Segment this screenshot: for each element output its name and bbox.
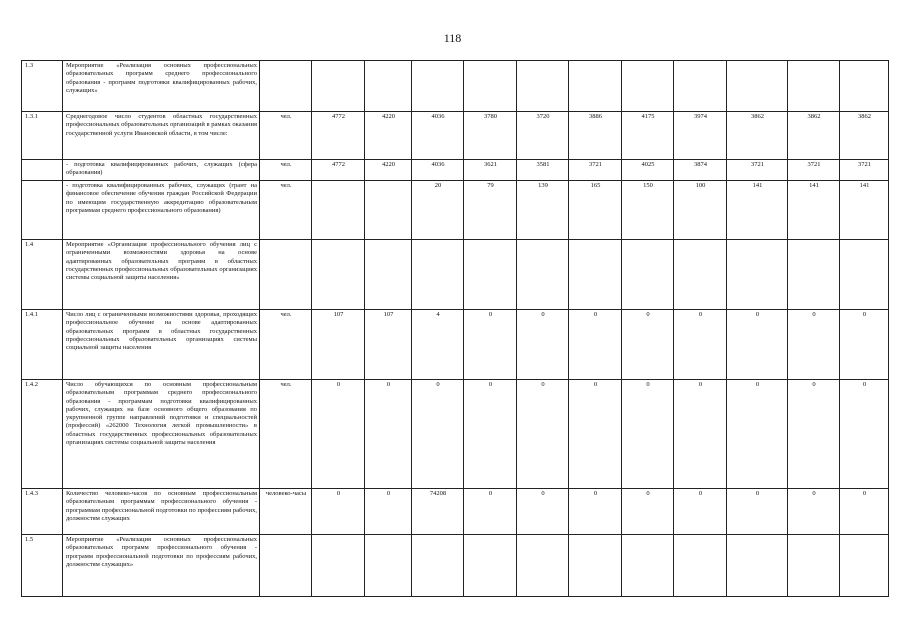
- value-cell: 0: [622, 380, 674, 489]
- row-number-cell: [22, 181, 63, 240]
- value-cell: 0: [727, 380, 788, 489]
- value-cell: [727, 240, 788, 310]
- unit-cell: чел.: [260, 112, 312, 160]
- value-cell: [569, 240, 622, 310]
- row-number-cell: 1.4.2: [22, 380, 63, 489]
- value-cell: 0: [517, 310, 569, 380]
- value-cell: [674, 240, 727, 310]
- value-cell: 0: [365, 380, 412, 489]
- unit-cell: чел.: [260, 160, 312, 181]
- unit-cell: человеко-часы: [260, 489, 312, 535]
- value-cell: [312, 535, 365, 597]
- table-row: [22, 310, 889, 380]
- value-cell: 0: [840, 489, 889, 535]
- value-cell: 3886: [569, 112, 622, 160]
- value-cell: 3721: [788, 160, 840, 181]
- value-cell: 0: [727, 310, 788, 380]
- value-cell: [840, 61, 889, 112]
- value-cell: 150: [622, 181, 674, 240]
- value-cell: 0: [569, 489, 622, 535]
- indicator-description-cell: Количество человеко-часов по основным профессиональным образовательным программам профессионального обучения - программам профессиональной подготовки по профессиям рабочих, должностям служащих: [63, 489, 260, 535]
- value-cell: [312, 181, 365, 240]
- value-cell: [788, 61, 840, 112]
- row-number-cell: 1.3: [22, 61, 63, 112]
- value-cell: 0: [464, 489, 517, 535]
- value-cell: 141: [788, 181, 840, 240]
- value-cell: 100: [674, 181, 727, 240]
- value-cell: [517, 240, 569, 310]
- value-cell: 0: [788, 489, 840, 535]
- table-row: [22, 240, 889, 310]
- value-cell: [569, 535, 622, 597]
- value-cell: [312, 61, 365, 112]
- value-cell: 3862: [788, 112, 840, 160]
- value-cell: 0: [674, 310, 727, 380]
- value-cell: 3780: [464, 112, 517, 160]
- table-row: [22, 489, 889, 535]
- indicator-description-cell: Мероприятие «Организация профессионального обучения лиц с ограниченными возможностями здоровья на основе адаптированных образовательных программ в областных государственных профессиональных образовательных организациях системы социальной защиты населения»: [63, 240, 260, 310]
- value-cell: 74208: [412, 489, 464, 535]
- value-cell: [365, 181, 412, 240]
- table-row: [22, 535, 889, 597]
- value-cell: [788, 535, 840, 597]
- value-cell: [674, 61, 727, 112]
- value-cell: [464, 240, 517, 310]
- page-number: 118: [443, 31, 462, 45]
- unit-cell: [260, 535, 312, 597]
- value-cell: [569, 61, 622, 112]
- indicator-description-cell: Мероприятие «Реализация основных профессиональных образовательных программ среднего профессионального образования - программ подготовки квалифицированных рабочих, служащих»: [63, 61, 260, 112]
- value-cell: 4220: [365, 112, 412, 160]
- value-cell: [365, 61, 412, 112]
- value-cell: 3721: [840, 160, 889, 181]
- value-cell: 165: [569, 181, 622, 240]
- value-cell: [365, 240, 412, 310]
- value-cell: 0: [412, 380, 464, 489]
- value-cell: 4036: [412, 112, 464, 160]
- table-body: [22, 61, 889, 597]
- value-cell: 3621: [464, 160, 517, 181]
- value-cell: 0: [464, 310, 517, 380]
- value-cell: [727, 535, 788, 597]
- value-cell: [788, 240, 840, 310]
- value-cell: 139: [517, 181, 569, 240]
- value-cell: 79: [464, 181, 517, 240]
- value-cell: 4772: [312, 160, 365, 181]
- table-row: [22, 112, 889, 160]
- value-cell: 0: [365, 489, 412, 535]
- value-cell: [840, 535, 889, 597]
- unit-cell: чел.: [260, 380, 312, 489]
- indicator-description-cell: Среднегодовое число студентов областных государственных профессиональных образовательных организаций в рамках оказания государственной услуги Ивановской области, в том числе:: [63, 112, 260, 160]
- value-cell: [517, 61, 569, 112]
- value-cell: 3721: [569, 160, 622, 181]
- value-cell: 0: [622, 310, 674, 380]
- value-cell: 0: [464, 380, 517, 489]
- indicator-description-cell: Число обучающихся по основным профессиональным образовательным программам среднего профессионального образования - программам подготовки квалифицированных рабочих, служащих на базе основного общего образования по укрупненной группе направлений подготовки и специальностей (профессий) «262000 Технология легкой промышленности» в областных государственных профессиональных образовательных организациях системы социальной защиты населения: [63, 380, 260, 489]
- value-cell: 107: [312, 310, 365, 380]
- value-cell: [622, 61, 674, 112]
- value-cell: 4220: [365, 160, 412, 181]
- indicator-description-cell: Число лиц с ограниченными возможностями здоровья, проходящих профессиональное обучение на основе адаптированных образовательных программ в областных государственных профессиональных образовательных организациях системы социальной защиты населения: [63, 310, 260, 380]
- value-cell: [412, 535, 464, 597]
- value-cell: 3720: [517, 112, 569, 160]
- value-cell: 0: [517, 380, 569, 489]
- value-cell: [674, 535, 727, 597]
- value-cell: [622, 535, 674, 597]
- value-cell: [840, 240, 889, 310]
- value-cell: [464, 535, 517, 597]
- table-row: [22, 160, 889, 181]
- value-cell: 0: [569, 310, 622, 380]
- value-cell: 3581: [517, 160, 569, 181]
- value-cell: 141: [840, 181, 889, 240]
- unit-cell: чел.: [260, 310, 312, 380]
- row-number-cell: 1.4.1: [22, 310, 63, 380]
- value-cell: [727, 61, 788, 112]
- value-cell: [464, 61, 517, 112]
- value-cell: 107: [365, 310, 412, 380]
- value-cell: 0: [569, 380, 622, 489]
- row-number-cell: 1.4: [22, 240, 63, 310]
- table-row: [22, 380, 889, 489]
- value-cell: 3721: [727, 160, 788, 181]
- value-cell: 4772: [312, 112, 365, 160]
- value-cell: 0: [312, 380, 365, 489]
- value-cell: 0: [788, 380, 840, 489]
- indicators-table: [21, 60, 889, 597]
- value-cell: 4175: [622, 112, 674, 160]
- value-cell: 0: [674, 489, 727, 535]
- unit-cell: [260, 240, 312, 310]
- value-cell: [312, 240, 365, 310]
- value-cell: [622, 240, 674, 310]
- value-cell: 3862: [727, 112, 788, 160]
- value-cell: 0: [622, 489, 674, 535]
- value-cell: 3974: [674, 112, 727, 160]
- value-cell: [412, 240, 464, 310]
- unit-cell: чел.: [260, 181, 312, 240]
- value-cell: 0: [840, 380, 889, 489]
- value-cell: 4036: [412, 160, 464, 181]
- value-cell: 4: [412, 310, 464, 380]
- value-cell: 3874: [674, 160, 727, 181]
- row-number-cell: 1.4.3: [22, 489, 63, 535]
- value-cell: 0: [674, 380, 727, 489]
- table-row: [22, 181, 889, 240]
- indicator-description-cell: - подготовка квалифицированных рабочих, служащих (грант на финансовое обеспечение обучения граждан Российской Федерации по имеющим государственную аккредитацию образовательным программам среднего профессионального образования): [63, 181, 260, 240]
- table-row: [22, 61, 889, 112]
- row-number-cell: [22, 160, 63, 181]
- value-cell: 0: [312, 489, 365, 535]
- indicator-description-cell: Мероприятие «Реализация основных профессиональных образовательных программ профессионального обучения - программ профессиональной подготовки по профессиям рабочих, должностям служащих»: [63, 535, 260, 597]
- value-cell: 0: [788, 310, 840, 380]
- value-cell: 0: [840, 310, 889, 380]
- value-cell: 0: [727, 489, 788, 535]
- value-cell: 4025: [622, 160, 674, 181]
- value-cell: 3862: [840, 112, 889, 160]
- value-cell: [365, 535, 412, 597]
- value-cell: 20: [412, 181, 464, 240]
- unit-cell: [260, 61, 312, 112]
- row-number-cell: 1.3.1: [22, 112, 63, 160]
- indicator-description-cell: - подготовка квалифицированных рабочих, служащих (сфера образования): [63, 160, 260, 181]
- value-cell: [412, 61, 464, 112]
- value-cell: 0: [517, 489, 569, 535]
- value-cell: [517, 535, 569, 597]
- value-cell: 141: [727, 181, 788, 240]
- row-number-cell: 1.5: [22, 535, 63, 597]
